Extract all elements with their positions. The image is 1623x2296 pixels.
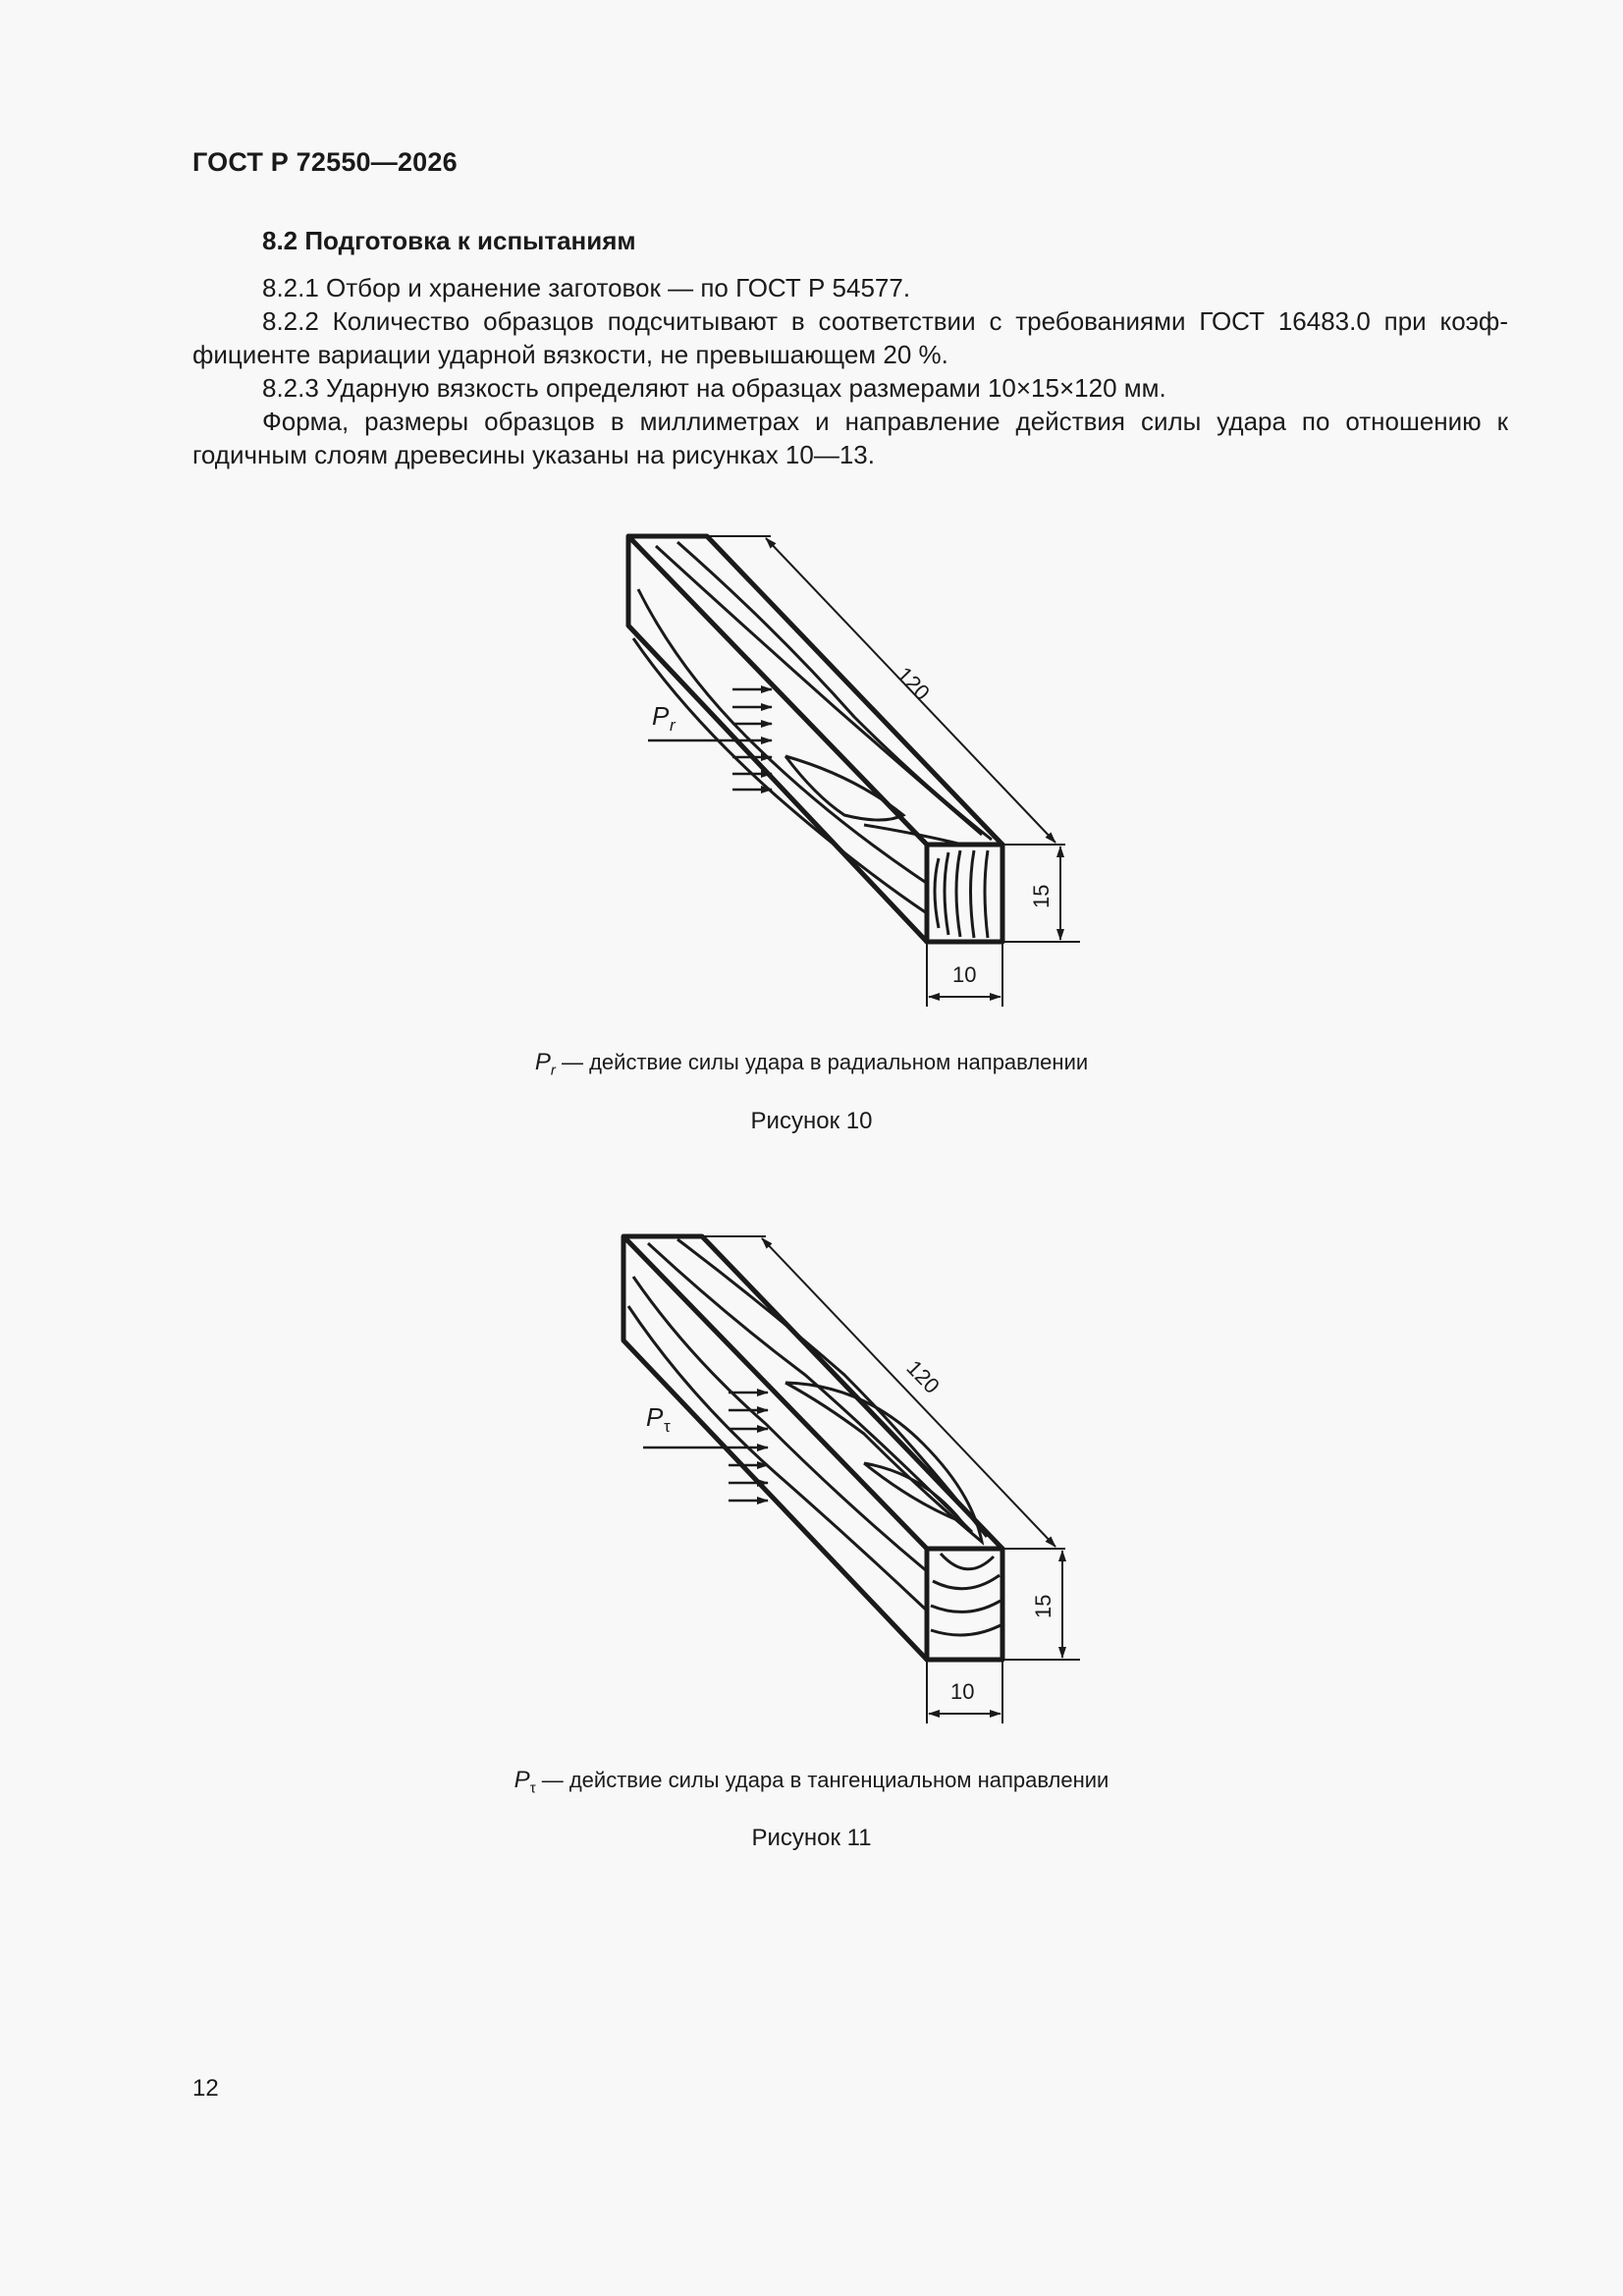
figure-10-caption: Рисунок 10	[750, 1108, 873, 1134]
paragraph-8-2-2: 8.2.2 Количество образцов подсчитывают в соответствии с требованиями ГОСТ 16483.0 при коэффициенте вариации ударной вязкости, не превышающем 20 %.	[192, 306, 1508, 369]
dimension-height-label: 15	[1029, 884, 1054, 908]
figure-10-note-symbol: P	[534, 1049, 551, 1075]
figure-11-note-subscript: τ	[529, 1779, 536, 1797]
force-label-tangential-subscript: τ	[664, 1417, 671, 1436]
figure-11-caption: Рисунок 11	[751, 1825, 872, 1851]
paragraph-8-2-3: 8.2.3 Ударную вязкость определяют на образцах размерами 10×15×120 мм.	[262, 373, 1166, 403]
force-label-radial: P	[652, 701, 670, 731]
figure-10-note-subscript: r	[550, 1062, 556, 1079]
section-title: 8.2 Подготовка к испытаниям	[262, 226, 636, 255]
force-label-tangential: P	[646, 1402, 664, 1432]
page-number: 12	[192, 2075, 219, 2102]
figure-11-note	[0, 1767, 1623, 1796]
dimension-width-label: 10	[950, 1679, 975, 1704]
dimension-length-label: 120	[892, 662, 935, 705]
paragraph-form: Форма, размеры образцов в миллиметрах и направление действия силы удара по отношению к годичным слоям древесины указаны на рисунках 10—13.	[192, 407, 1508, 469]
document-id: ГОСТ Р 72550—2026	[192, 147, 458, 177]
figure-10-note-text: — действие силы удара в радиальном направлении	[555, 1050, 1089, 1074]
force-label-radial-subscript: r	[670, 716, 676, 735]
dimension-height-label: 15	[1031, 1594, 1055, 1618]
dimension-width-label: 10	[952, 962, 977, 987]
figure-11-note-text: — действие силы удара в тангенциальном направлении	[535, 1768, 1109, 1792]
dimension-length-label: 120	[901, 1355, 945, 1398]
paragraph-8-2-1: 8.2.1 Отбор и хранение заготовок — по ГОСТ Р 54577.	[262, 273, 911, 302]
figure-11-note-symbol: P	[514, 1767, 530, 1793]
